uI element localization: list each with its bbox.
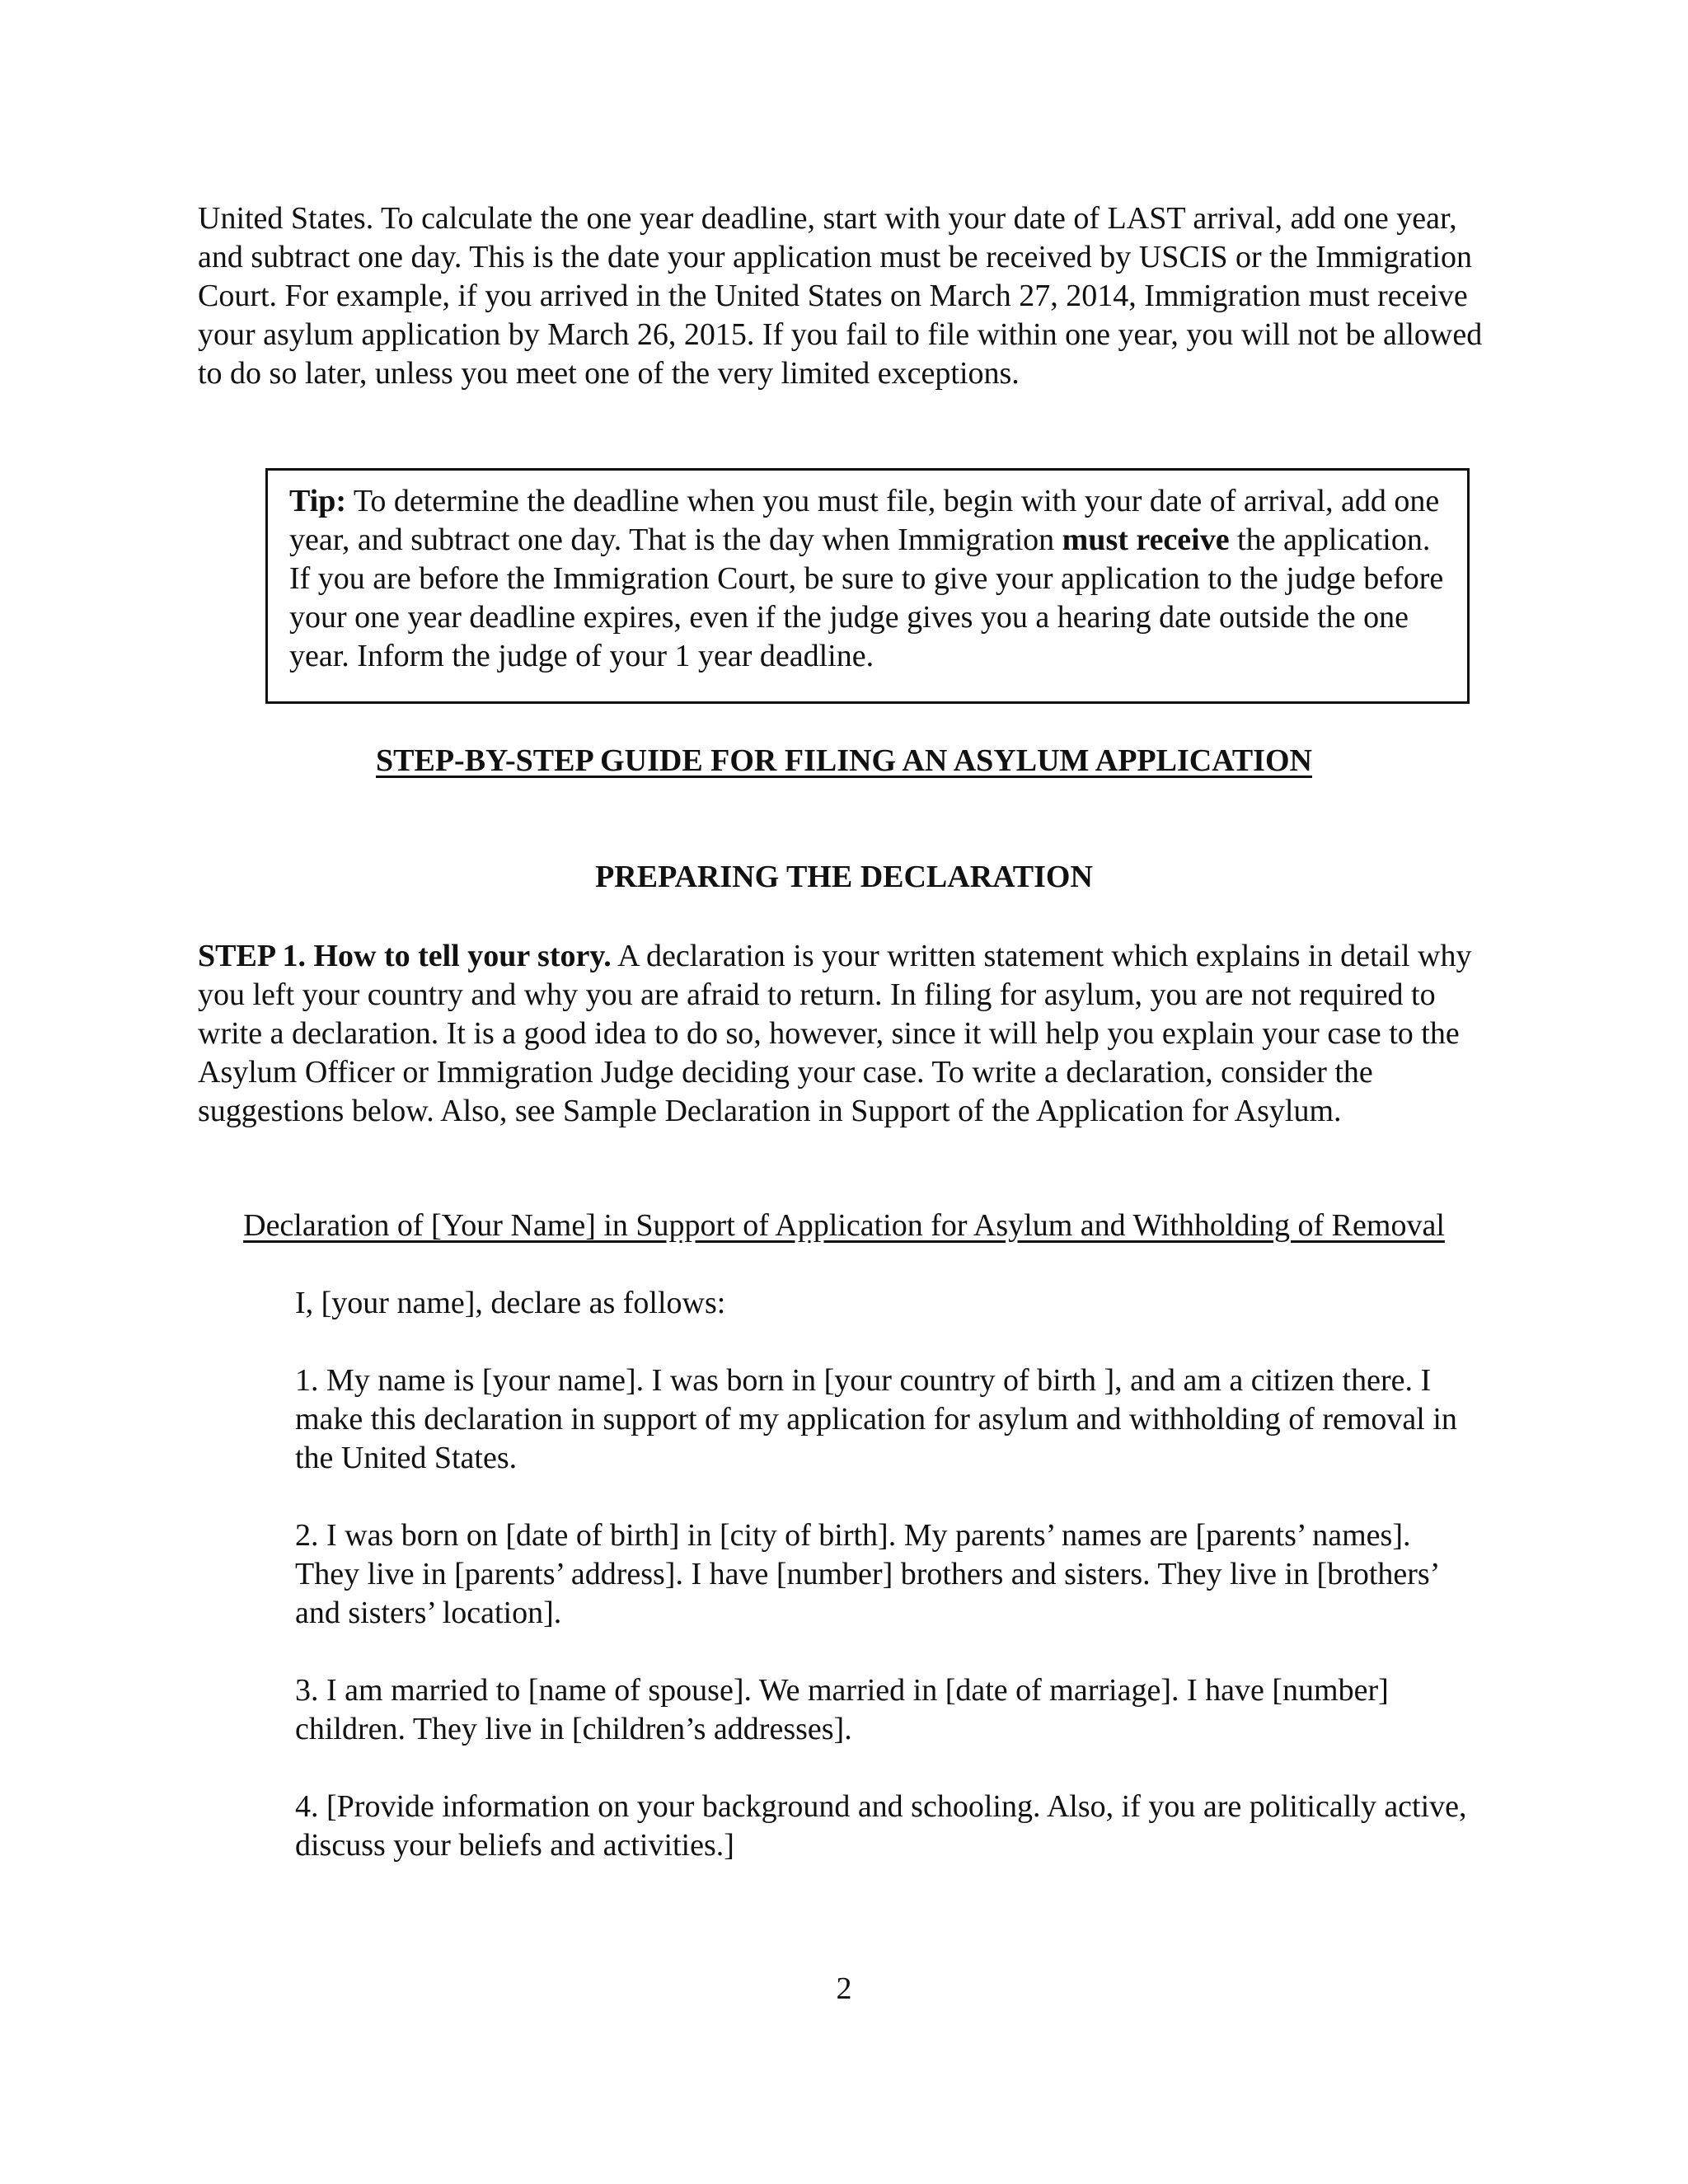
- sample-declaration-intro: I, [your name], declare as follows:: [295, 1286, 726, 1320]
- sample-paragraph-3: 3. I am married to [name of spouse]. We married in [date of marriage]. I have [number] children. They live in [children’s addresses].: [295, 1673, 1389, 1746]
- declaration-heading: PREPARING THE DECLARATION: [595, 860, 1093, 894]
- step1-text: A declaration is your written statement which explains in detail why you left your country and why you are afraid to return. In filing for asylum, you are not required to write a declaration. It is a good idea to do so, however, since it will help you explain your case to the Asylum Officer or Immigration Judge deciding your case. To write a declaration, consider the suggestions below. Also, see Sample Declaration in Support of the Application for Asylum.: [198, 939, 1472, 1128]
- step1-label: STEP 1. How to tell your story.: [198, 939, 612, 973]
- guide-heading: STEP-BY-STEP GUIDE FOR FILING AN ASYLUM APPLICATION: [376, 743, 1312, 778]
- sample-declaration-title: Declaration of [Your Name] in Support of Application for Asylum and Withholding of Removal: [243, 1208, 1445, 1243]
- tip-emphasis: must receive: [1062, 523, 1230, 557]
- page-number: 2: [836, 1971, 852, 2006]
- tip-text-before: To determine the deadline when you must file, begin with your date of arrival, add one year, and subtract one day. That is the day when Immigration: [289, 484, 1440, 557]
- tip-text: [289, 482, 1447, 676]
- tip-label: Tip:: [289, 484, 347, 518]
- tip-box: [265, 468, 1470, 704]
- tip-text-after: the application. If you are before the Immigration Court, be sure to give your application to the judge before your one year deadline expires, even if the judge gives you a hearing date outside the one year. Inform the judge of your 1 year deadline.: [289, 523, 1444, 673]
- sample-paragraph-4: 4. [Provide information on your background and schooling. Also, if you are politically active, discuss your beliefs and activities.]: [295, 1789, 1467, 1863]
- sample-paragraph-2: 2. I was born on [date of birth] in [city of birth]. My parents’ names are [parents’ names]. They live in [parents’ address]. I have [number] brothers and sisters. They live in [brothers’ and sisters’ location].: [295, 1518, 1438, 1630]
- intro-paragraph: United States. To calculate the one year deadline, start with your date of LAST arrival, add one year, and subtract one day. This is the date your application must be received by USCIS or the Immigration Court. For example, if you arrived in the United States on March 27, 2014, Immigration must receive your asylum application by March 26, 2015. If you fail to file within one year, you will not be allowed to do so later, unless you meet one of the very limited exceptions.: [198, 201, 1483, 391]
- sample-paragraph-1: 1. My name is [your name]. I was born in [your country of birth ], and am a citizen there. I make this declaration in support of my application for asylum and withholding of removal in the United States.: [295, 1363, 1457, 1475]
- step1-paragraph: [198, 937, 1484, 1131]
